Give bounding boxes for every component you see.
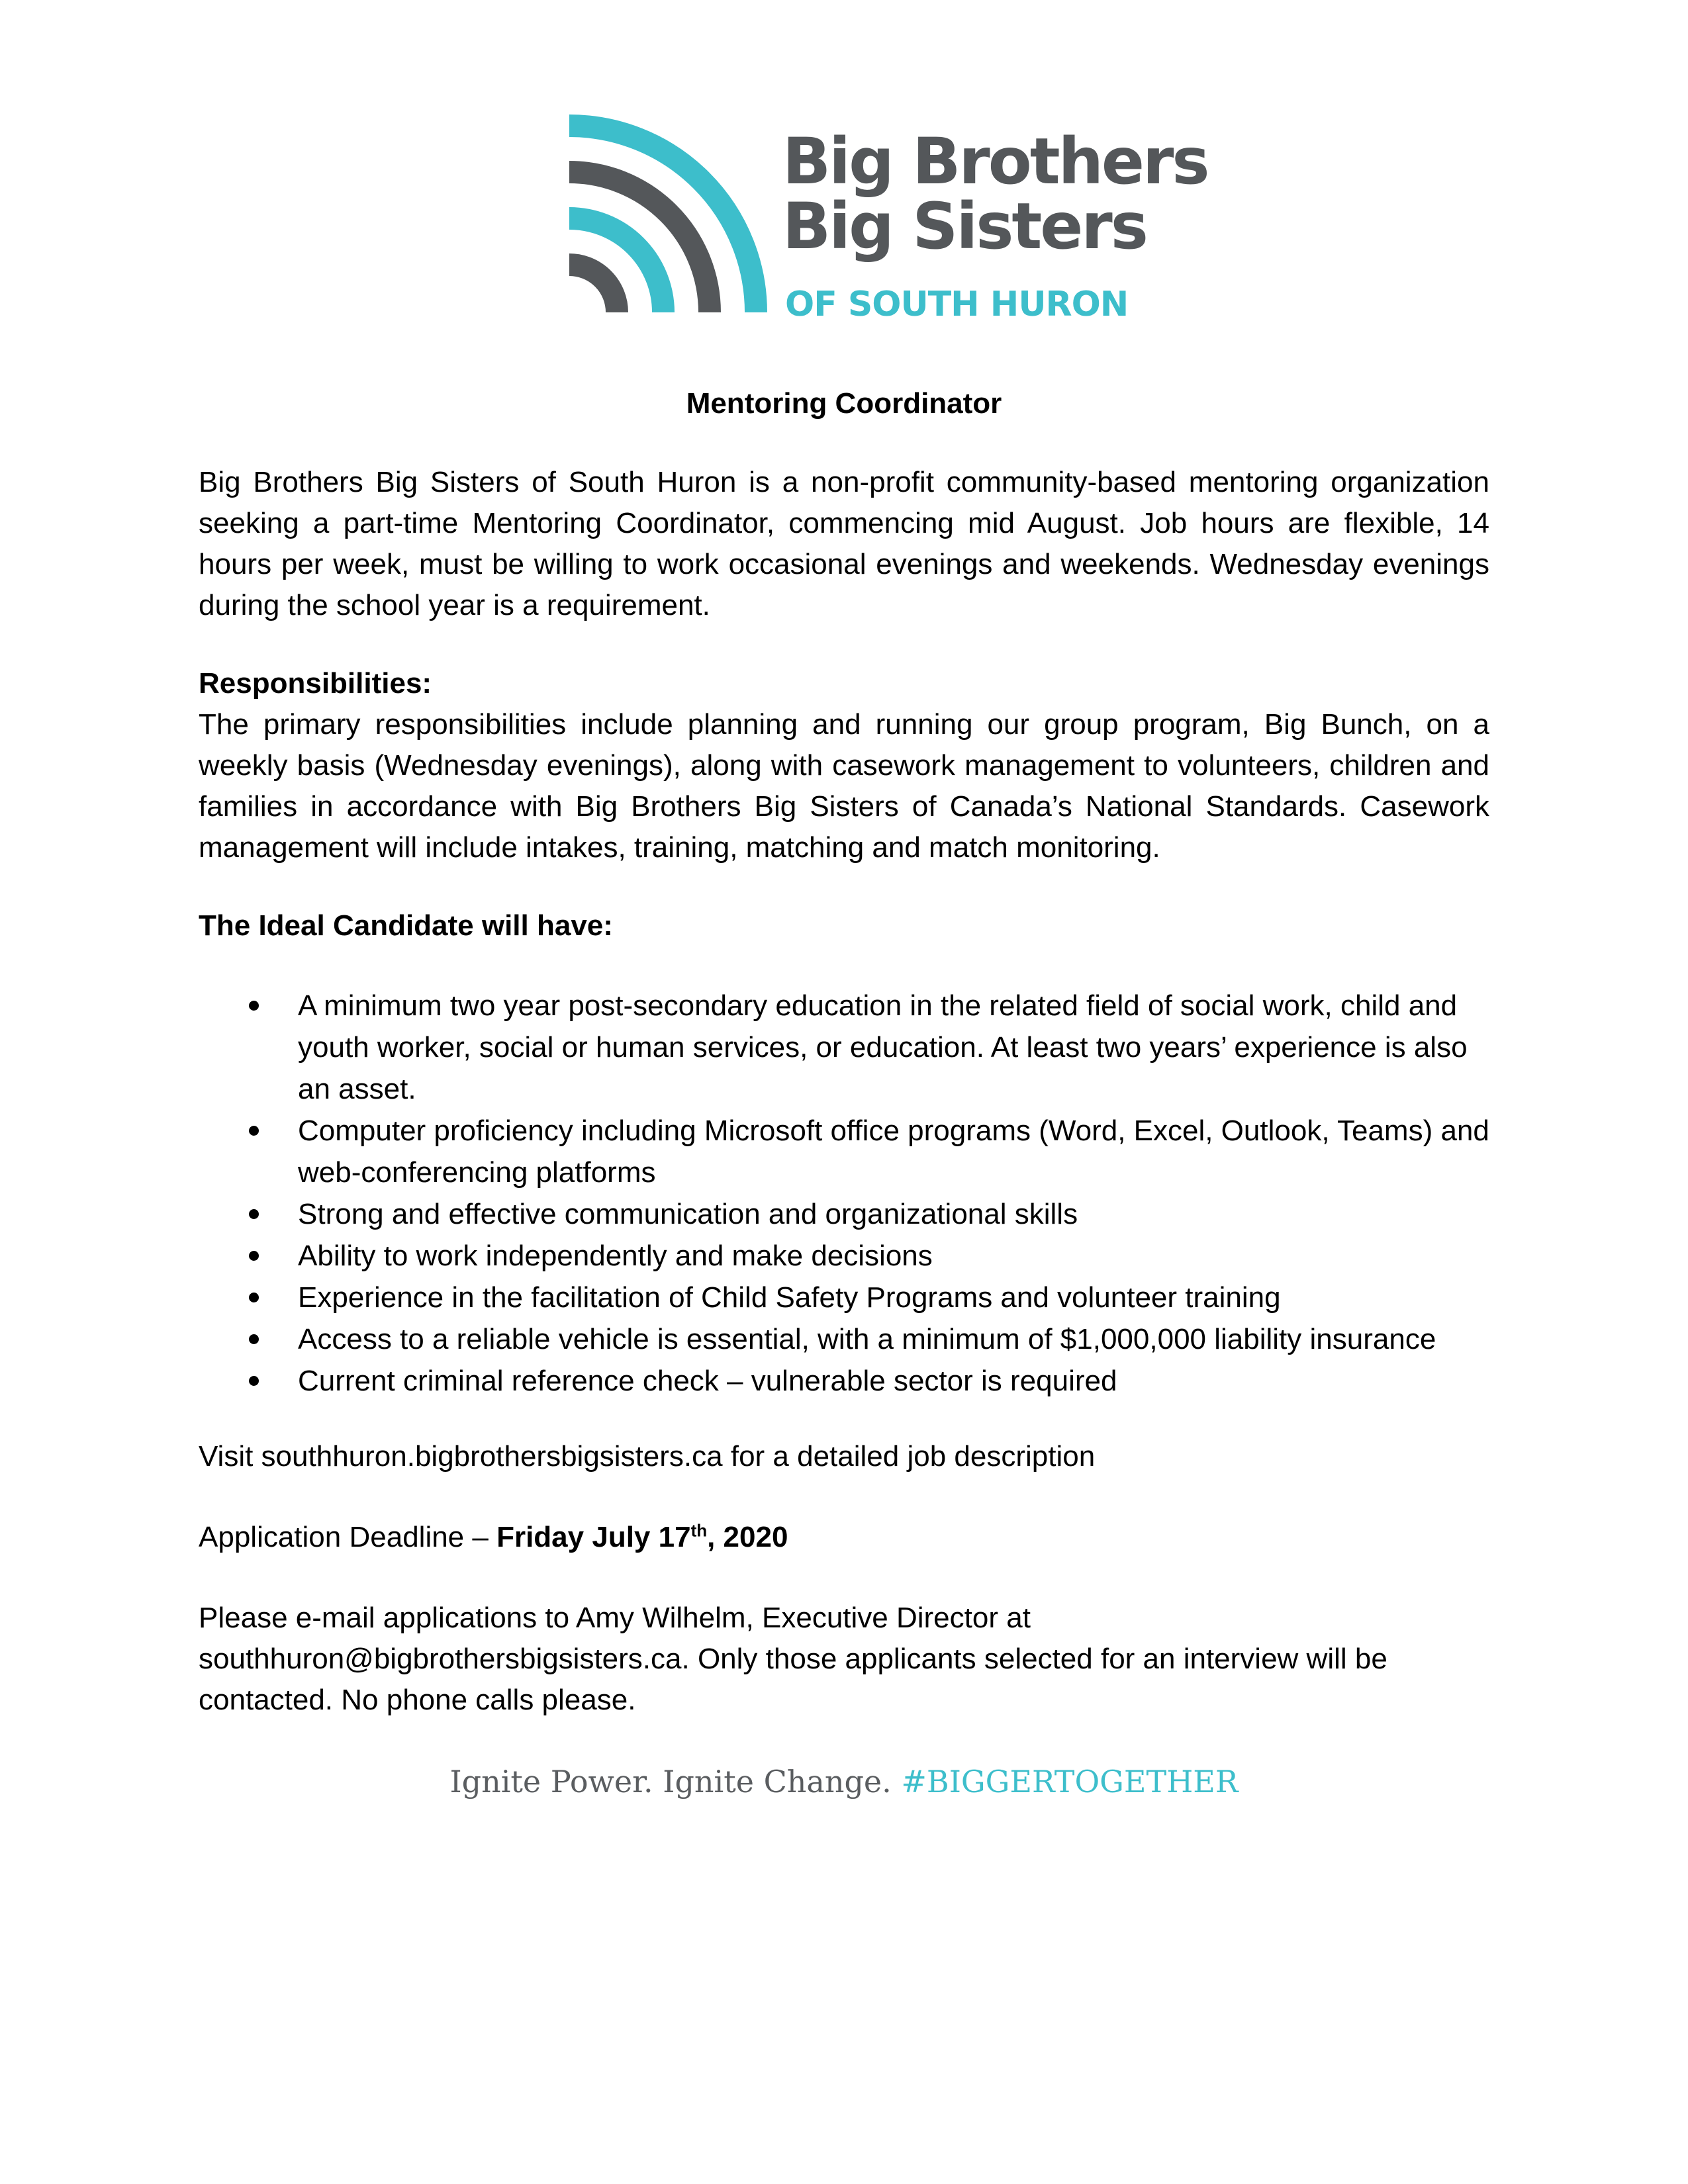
list-item-text: Computer proficiency including Microsoft office programs (Word, Excel, Outlook, Teams) and web-conferencing platforms	[298, 1115, 1489, 1189]
deadline-date	[496, 1521, 788, 1553]
bullet-icon	[249, 1293, 259, 1302]
deadline-date-main: Friday July 17	[496, 1521, 691, 1553]
logo-text-line-2: Big Sisters	[782, 189, 1147, 263]
list-item-text: A minimum two year post-secondary education in the related field of social work, child and youth worker, social or human services, or education. At least two years’ experience is also an asset.	[298, 989, 1468, 1105]
list-item-text: Experience in the facilitation of Child Safety Programs and volunteer training	[298, 1281, 1281, 1314]
tagline	[0, 1762, 1688, 1801]
list-item	[199, 1318, 1489, 1360]
candidate-requirements-list	[199, 985, 1489, 1402]
deadline-date-year: , 2020	[707, 1521, 788, 1553]
list-item	[199, 1110, 1489, 1193]
bullet-icon	[249, 1209, 259, 1219]
document-title: Mentoring Coordinator	[686, 387, 1002, 420]
candidate-heading: The Ideal Candidate will have:	[199, 909, 613, 942]
visit-website-line: Visit southhuron.bigbrothersbigsisters.ca for a detailed job description	[199, 1440, 1096, 1473]
list-item-text: Ability to work independently and make decisions	[298, 1240, 933, 1272]
list-item-text: Current criminal reference check – vulnerable sector is required	[298, 1365, 1117, 1397]
list-item-text: Access to a reliable vehicle is essential, with a minimum of $1,000,000 liability insurance	[298, 1323, 1436, 1355]
logo-text-line-1: Big Brothers	[782, 124, 1208, 199]
responsibilities-paragraph: The primary responsibilities include planning and running our group program, Big Bunch, on a weekly basis (Wednesday evenings), along with casework management to volunteers, children and families in accordance with Big Brothers Big Sisters of Canada’s National Standards. Casework management will include intakes, training, matching and match monitoring.	[199, 708, 1489, 864]
bullet-icon	[249, 1251, 259, 1261]
list-item-text: Strong and effective communication and organizational skills	[298, 1198, 1078, 1230]
application-deadline	[199, 1517, 1489, 1558]
deadline-label: Application Deadline –	[199, 1521, 497, 1553]
bullet-icon	[249, 1001, 259, 1011]
application-instructions: Please e-mail applications to Amy Wilhelm, Executive Director at southhuron@bigbrothersbigsisters.ca. Only those applicants selected for an interview will be contacted. No phone calls please.	[199, 1602, 1387, 1716]
list-item	[199, 985, 1489, 1110]
tagline-text: Ignite Power. Ignite Change.	[449, 1764, 902, 1799]
bullet-icon	[249, 1376, 259, 1386]
bullet-icon	[249, 1126, 259, 1136]
list-item	[199, 1193, 1489, 1235]
deadline-date-suffix: th	[690, 1520, 708, 1541]
list-item	[199, 1277, 1489, 1318]
intro-paragraph: Big Brothers Big Sisters of South Huron is a non-profit community-based mentoring organization seeking a part-time Mentoring Coordinator, commencing mid August. Job hours are flexible, 14 hours per week, must be willing to work occasional evenings and weekends. Wednesday evenings during the school year is a requirement.	[199, 466, 1489, 621]
bullet-icon	[249, 1334, 259, 1344]
list-item	[199, 1360, 1489, 1402]
list-item	[199, 1235, 1489, 1277]
organization-logo	[569, 114, 1208, 339]
tagline-hashtag: #BIGGERTOGETHER	[901, 1764, 1239, 1799]
responsibilities-heading: Responsibilities:	[199, 667, 432, 700]
logo-text-line-3: OF SOUTH HURON	[785, 285, 1129, 324]
logo-mark-icon	[569, 114, 768, 332]
